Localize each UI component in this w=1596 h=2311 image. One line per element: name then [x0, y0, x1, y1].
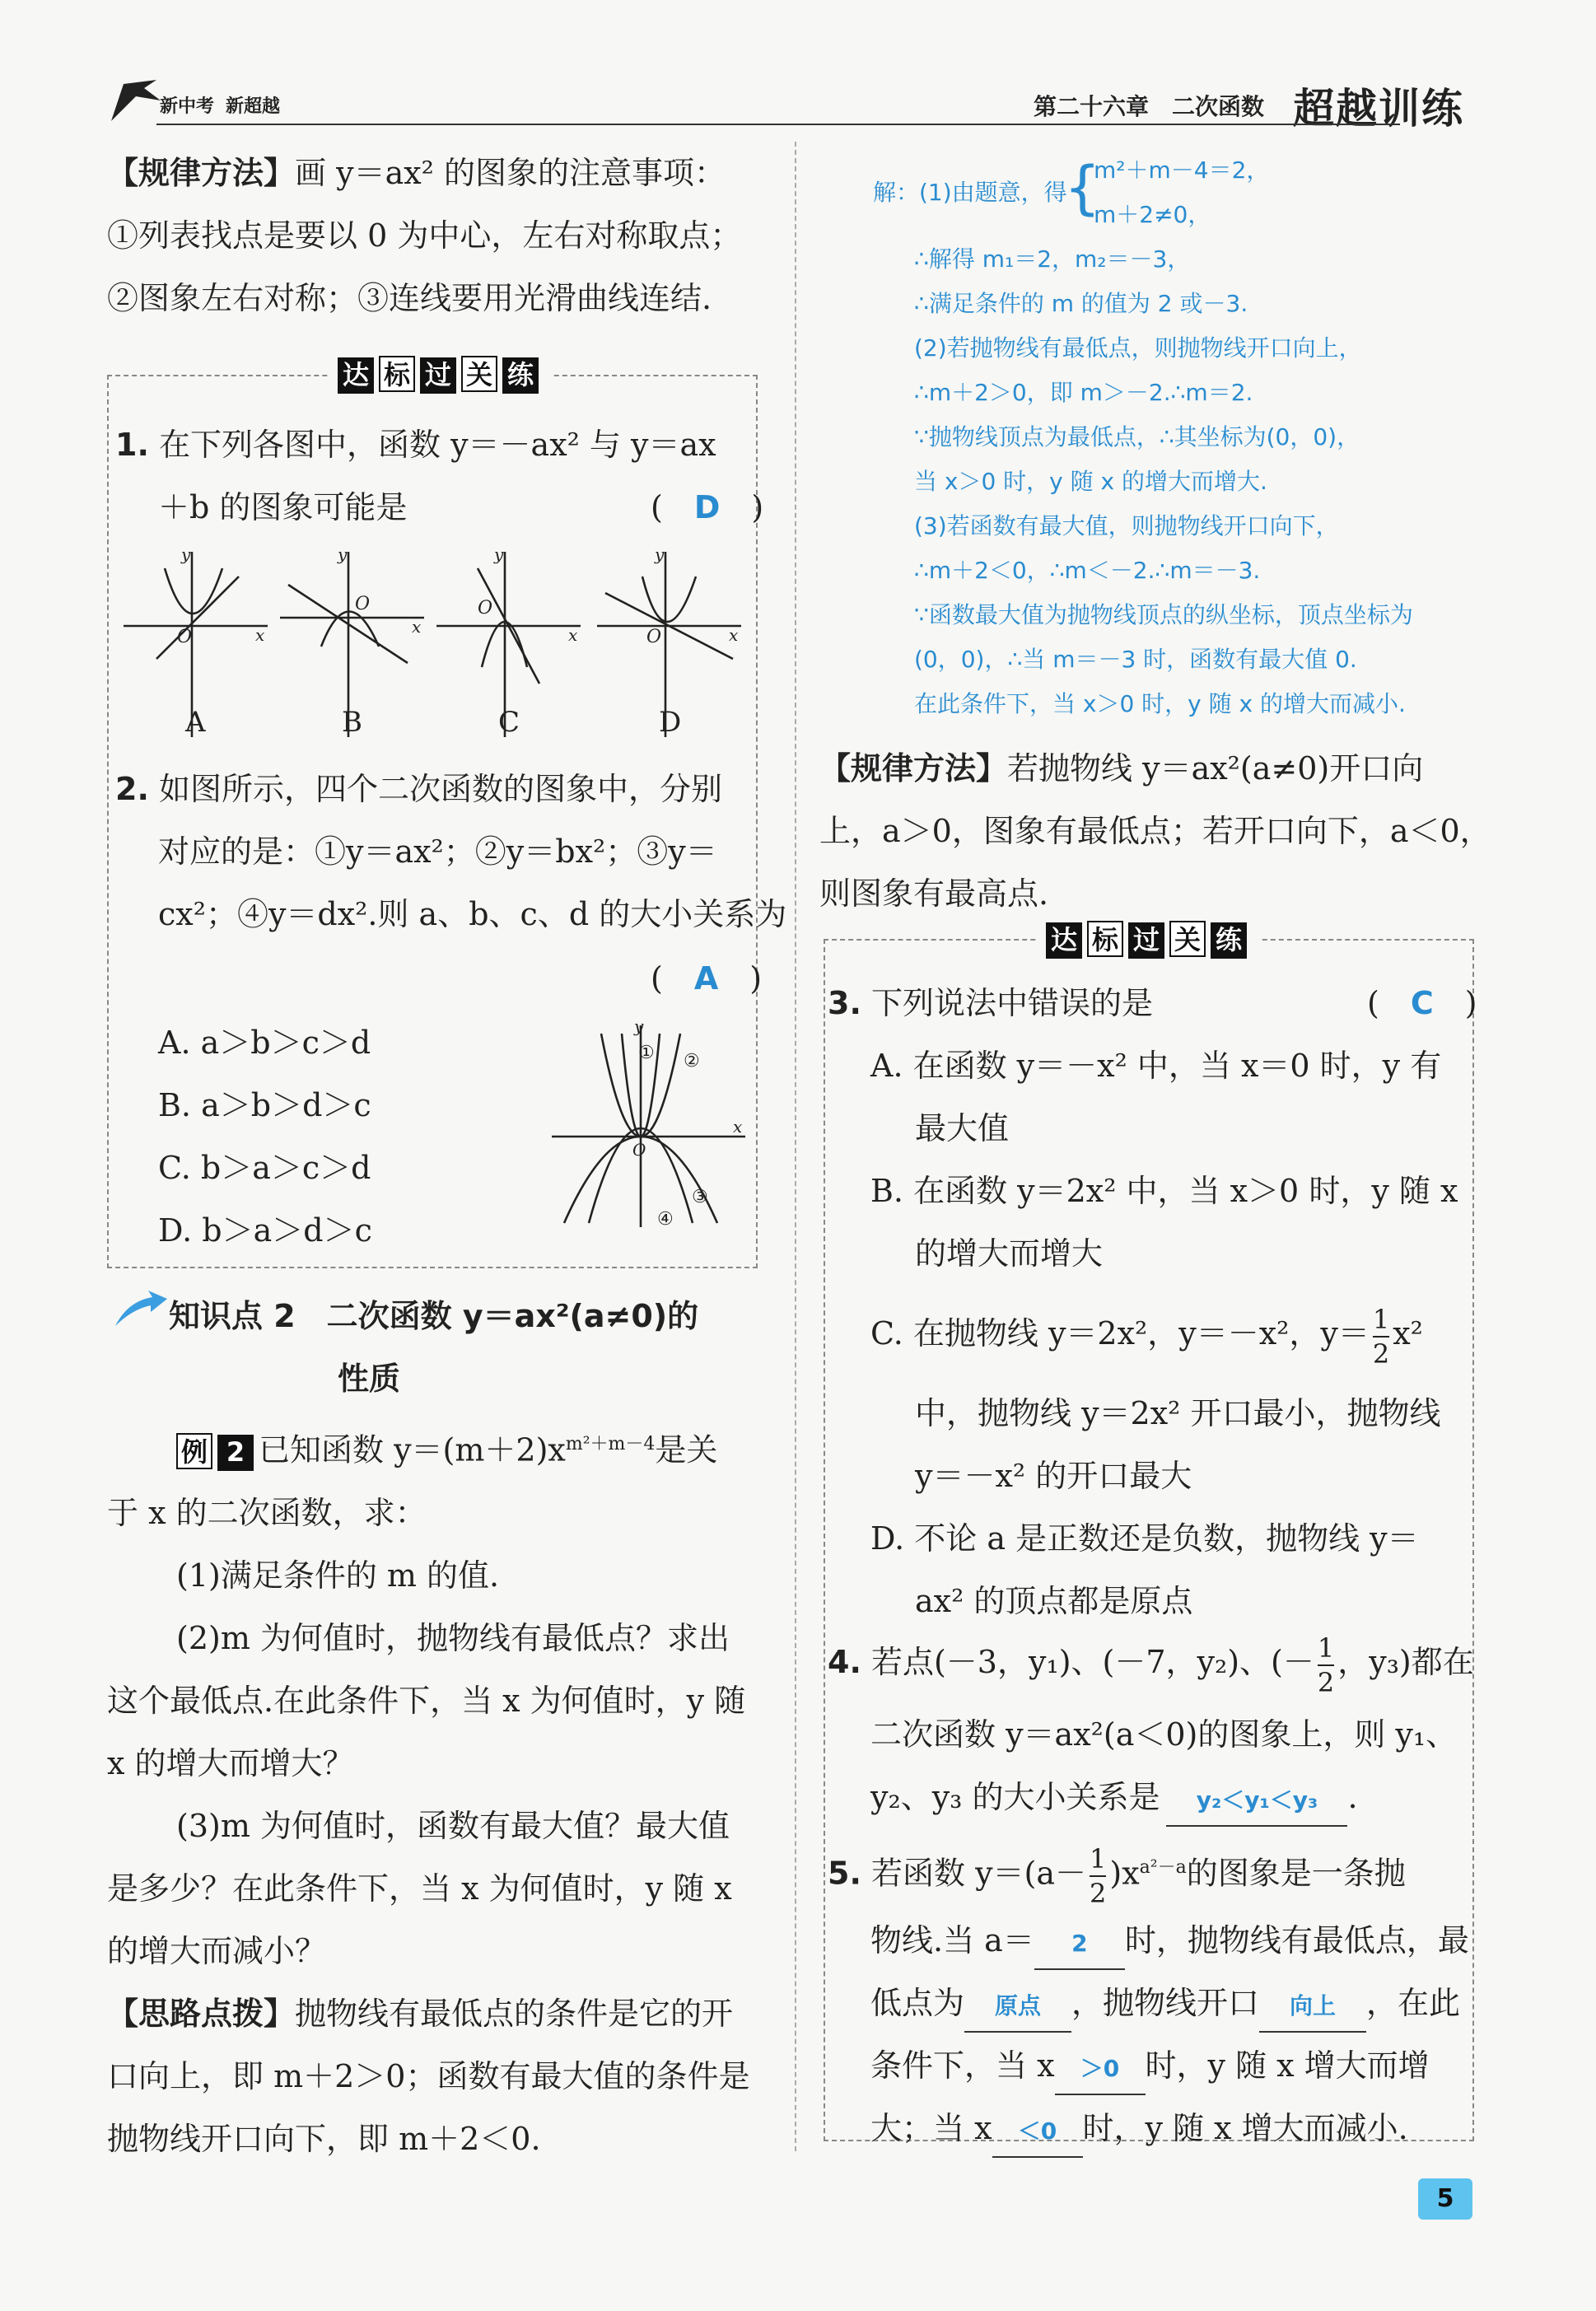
q2-answer: A [693, 960, 719, 997]
svg-text:O: O [478, 598, 493, 619]
solution: 解：(1)由题意，得 { m²＋m－4＝2， m＋2≠0， ∴解得 m₁＝2，m₂＝－3， ∴满足条件的 m 的值为 2 或－3. (2)若抛物线有最低点，则抛物线开口向上， ∴m＋2＞0，即 m＞－2.∴m＝2. ∵抛物线顶点为最低点，∴其坐标为(0，0)， 当 x＞0 时，y 随 x 的增大而增大. (3)若函数有最大值，则抛物线开口向下， ∴m＋2＜0，∴m＜－2.∴m＝－3. ∵函数最大值为抛物线顶点的纵坐标，顶点坐标为 (0，0)，∴当 m＝－3 时，函数有最大值 0. 在此条件下，当 x＞0 时，y 随 x 的增大而减小. [873, 148, 1413, 726]
header [107, 76, 1474, 133]
q3-answer: C [1410, 985, 1434, 1021]
solution-line: ∵抛物线顶点为最低点，∴其坐标为(0，0)， [914, 423, 1360, 451]
graph-D [597, 544, 741, 739]
badge-char: 标 [379, 356, 415, 392]
graph-B [280, 544, 424, 739]
hint-line: 抛物线有最低点的条件是它的开 [295, 1995, 734, 2032]
series-title: 超越训练 [1293, 85, 1464, 133]
example-label: 例 [176, 1433, 212, 1469]
badge-char: 练 [502, 357, 539, 394]
svg-text:O: O [646, 627, 662, 647]
q5-answer: 原点 [995, 1992, 1042, 2019]
knowledge-arrow-icon [111, 1289, 169, 1330]
question-5 [828, 1827, 1469, 2159]
q2-line: 如图所示，四个二次函数的图象中，分别 [158, 771, 722, 807]
page-number: 5 [1418, 2178, 1472, 2220]
practice-badge-right [1038, 921, 1260, 959]
svg-text:y: y [655, 544, 665, 564]
q5-line: 时，y 随 x 增大而增 [1145, 2047, 1430, 2084]
example-line: (2)m 为何值时，抛物线有最低点？求出 [176, 1619, 730, 1656]
q5-line: 大；当 x [870, 2110, 992, 2146]
q5-line: )x [1109, 1855, 1140, 1892]
q1-answer-bracket: ( D ) [651, 489, 764, 525]
solution-line: 在此条件下，当 x＞0 时，y 随 x 的增大而减小. [914, 690, 1406, 717]
q4-line: y₂、y₃ 的大小关系是 [870, 1779, 1160, 1815]
solution-line: ∴m＋2＞0，即 m＞－2.∴m＝2. [914, 379, 1253, 406]
q5-line: 低点为 [870, 1985, 965, 2021]
solution-line: (2)若抛物线有最低点，则抛物线开口向上， [914, 334, 1362, 362]
svg-text:y: y [494, 544, 504, 564]
example-line: 是多少？在此条件下，当 x 为何值时，y 随 x [107, 1870, 732, 1907]
q2-choice: D. b＞a＞d＞c [158, 1212, 372, 1249]
badge-char: 达 [338, 357, 374, 394]
hint-line: 口向上，即 m＋2＞0；函数有最大值的条件是 [107, 2057, 750, 2094]
q5-line: 时，抛物线有最低点，最 [1124, 1922, 1469, 1959]
curve-label: ② [684, 1051, 700, 1071]
example-line: 这个最低点.在此条件下，当 x 为何值时，y 随 [107, 1682, 746, 1719]
q5-line: 的图象是一条抛 [1186, 1855, 1406, 1892]
option-A: A [185, 706, 206, 739]
example-line: 是关 [655, 1431, 718, 1468]
example-line: (3)m 为何值时，函数有最大值？最大值 [176, 1807, 730, 1844]
question-1 [115, 413, 716, 539]
logo-line2: 新超越 [226, 96, 281, 117]
svg-text:x: x [568, 625, 578, 645]
badge-char: 练 [1211, 922, 1247, 959]
curve-label: ① [638, 1043, 655, 1063]
q5-line: ，抛物线开口 [1071, 1985, 1260, 2021]
badge-char: 标 [1087, 921, 1123, 957]
q3-num: 3. [828, 985, 861, 1021]
graph-A [124, 544, 268, 739]
q5-answer: 向上 [1290, 1992, 1337, 2019]
solution-line: ∵函数最大值为抛物线顶点的纵坐标，顶点坐标为 [914, 601, 1413, 628]
q3-option-line: x² [1393, 1315, 1423, 1352]
svg-text:x: x [733, 1117, 743, 1137]
question-4: 4. 若点(－3，y₁)、(－7，y₂)、(－ $\frac{1}{2}$ ，y₃)都在 二次函数 y＝ax²(a＜0)的图象上，则 y₁、 y₂、y₃ 的大小关系是 y₂＜y₁＜y₃ . [828, 1621, 1474, 1828]
hint-title: 【思路点拨】 [107, 1995, 296, 2032]
q5-answer: ＞0 [1080, 2055, 1120, 2082]
rule-line: ①列表找点是要以 0 为中心，左右对称取点； [107, 217, 742, 254]
example-2 [107, 1413, 749, 2170]
solution-line: ∴解得 m₁＝2，m₂＝－3， [914, 245, 1191, 273]
logo-line1: 新中考 [160, 96, 215, 117]
badge-char: 过 [1128, 922, 1164, 959]
curve-label: ④ [657, 1209, 674, 1230]
q5-line: 若函数 y＝(a－ [870, 1855, 1087, 1892]
solution-line: 当 x＞0 时，y 随 x 的增大而增大. [914, 468, 1267, 495]
solution-label: 解：(1)由题意，得 [873, 179, 1067, 206]
badge-char: 过 [420, 357, 456, 394]
svg-text:x: x [255, 625, 265, 645]
option-B: B [342, 706, 362, 739]
q5-num: 5. [828, 1855, 861, 1892]
q3-option-line: 最大值 [915, 1110, 1010, 1146]
option-D: D [659, 706, 682, 739]
q3-option-line: y＝－x² 的开口最大 [915, 1458, 1192, 1494]
solution-line: ∴满足条件的 m 的值为 2 或－3. [914, 290, 1248, 317]
q3-option-line: C. 在抛物线 y＝2x²，y＝－x²，y＝ [870, 1315, 1370, 1352]
svg-text:y: y [338, 544, 348, 564]
curve-label: ③ [692, 1187, 708, 1207]
graph-C [436, 544, 581, 739]
fraction-numerator: 1 [1318, 1632, 1334, 1666]
q4-line: 若点(－3，y₁)、(－7，y₂)、(－ [870, 1644, 1314, 1680]
header-rule [156, 124, 1400, 125]
hint-line: 抛物线开口向下，即 m＋2＜0. [107, 2120, 541, 2157]
solution-system: m²＋m－4＝2， [1094, 156, 1270, 184]
q5-exponent: a²－a [1139, 1857, 1187, 1878]
q5-line: 物线.当 a＝ [870, 1922, 1034, 1959]
q1-num: 1. [115, 427, 149, 463]
q2-line: 对应的是：①y＝ax²；②y＝bx²；③y＝ [158, 833, 717, 870]
rule-line: 画 y＝ax² 的图象的注意事项： [295, 155, 726, 191]
q3-option-line: B. 在函数 y＝2x² 中，当 x＞0 时，y 随 x [870, 1173, 1458, 1209]
q4-line: ，y₃)都在 [1337, 1644, 1474, 1680]
rule-method-left [107, 142, 741, 329]
solution-line: (3)若函数有最大值，则抛物线开口向下， [914, 512, 1339, 539]
fraction-denominator: 2 [1090, 1878, 1107, 1910]
q1-graphs [119, 544, 754, 749]
q2-choice: A. a＞b＞c＞d [158, 1025, 371, 1061]
q5-line: ，在此 [1366, 1985, 1461, 2021]
rule-line: ②图象左右对称；③连线要用光滑曲线连结. [107, 280, 712, 316]
column-divider [795, 142, 796, 2151]
solution-system: m＋2≠0， [1094, 201, 1211, 228]
question-2 [115, 758, 786, 945]
badge-char: 关 [1169, 921, 1206, 957]
q3-answer-bracket: ( C ) [1367, 985, 1477, 1021]
q2-num: 2. [115, 771, 149, 807]
q2-choice: B. a＞b＞d＞c [158, 1087, 371, 1123]
fraction-numerator: 1 [1090, 1842, 1106, 1877]
svg-text:y: y [634, 1017, 644, 1036]
example-line: (1)满足条件的 m 的值. [176, 1557, 500, 1594]
svg-text:O: O [632, 1140, 646, 1160]
q4-answer: y₂＜y₁＜y₃ [1196, 1786, 1318, 1814]
rule-title: 【规律方法】 [819, 750, 1008, 787]
q3-option-line: ax² 的顶点都是原点 [915, 1583, 1193, 1619]
q5-line: 时，y 随 x 增大而减小. [1082, 2110, 1408, 2146]
svg-text:x: x [412, 617, 422, 637]
q5-answer: ＜0 [1017, 2117, 1057, 2145]
rule-title: 【规律方法】 [107, 155, 296, 191]
example-num: 2 [217, 1435, 254, 1471]
solution-line: (0，0)，∴当 m＝－3 时，函数有最大值 0. [914, 646, 1357, 673]
q5-line: 条件下，当 x [870, 2047, 1055, 2084]
rule-line: 若抛物线 y＝ax²(a≠0)开口向 [1007, 750, 1424, 787]
svg-text:O: O [355, 594, 371, 614]
q3-option-line: A. 在函数 y＝－x² 中，当 x＝0 时，y 有 [870, 1048, 1442, 1084]
q4-num: 4. [828, 1644, 861, 1680]
rule-method-right [819, 737, 1491, 925]
example-line: 于 x 的二次函数，求： [107, 1494, 427, 1531]
q3-option-line: D. 不论 a 是正数还是负数，抛物线 y＝ [870, 1520, 1419, 1557]
practice-badge-left [329, 356, 552, 394]
fraction-numerator: 1 [1373, 1303, 1389, 1338]
rule-line: 上，a＞0，图象有最低点；若开口向下，a＜0， [819, 813, 1491, 849]
example-exponent: m²＋m－4 [565, 1434, 656, 1454]
knowledge-point-title2: 性质 [338, 1361, 401, 1397]
q2-graph [544, 1017, 749, 1231]
example-line: 的增大而减小？ [107, 1932, 327, 1969]
fraction-denominator: 2 [1317, 1666, 1335, 1698]
q2-choice: C. b＞a＞c＞d [158, 1150, 371, 1186]
knowledge-point-title: 知识点 2 二次函数 y＝ax²(a≠0)的 [169, 1298, 699, 1334]
q3-stem: 下列说法中错误的是 [870, 985, 1153, 1021]
q3-option-line: 的增大而增大 [915, 1235, 1104, 1272]
q1-line: ＋b 的图象可能是 [158, 489, 408, 525]
question-3 [828, 972, 1458, 1632]
solution-line: ∴m＋2＜0，∴m＜－2.∴m＝－3. [914, 557, 1261, 584]
q3-option-line: 中，抛物线 y＝2x² 开口最小，抛物线 [915, 1395, 1441, 1431]
example-line: x 的增大而增大？ [107, 1744, 354, 1781]
q4-line: 二次函数 y＝ax²(a＜0)的图象上，则 y₁、 [870, 1716, 1458, 1753]
q2-line: cx²；④y＝dx².则 a、b、c、d 的大小关系为 [158, 896, 787, 932]
chapter-title: 第二十六章 二次函数 [1034, 93, 1265, 120]
q5-answer: 2 [1071, 1930, 1088, 1957]
q1-answer: D [693, 489, 721, 525]
svg-text:x: x [729, 625, 739, 645]
svg-text:y: y [181, 544, 191, 564]
badge-char: 关 [461, 356, 497, 392]
rule-line: 则图象有最高点. [819, 875, 1049, 912]
svg-text:O: O [177, 627, 193, 647]
badge-char: 达 [1046, 922, 1082, 959]
logo-arrow-icon [107, 76, 165, 125]
q1-line: 在下列各图中，函数 y＝－ax² 与 y＝ax [158, 427, 716, 463]
q2-answer-bracket: ( A ) [651, 960, 763, 997]
option-C: C [498, 706, 520, 739]
q2-choices [158, 1011, 372, 1262]
example-line: 已知函数 y＝(m＋2)x [259, 1431, 566, 1468]
fraction-denominator: 2 [1372, 1338, 1390, 1370]
